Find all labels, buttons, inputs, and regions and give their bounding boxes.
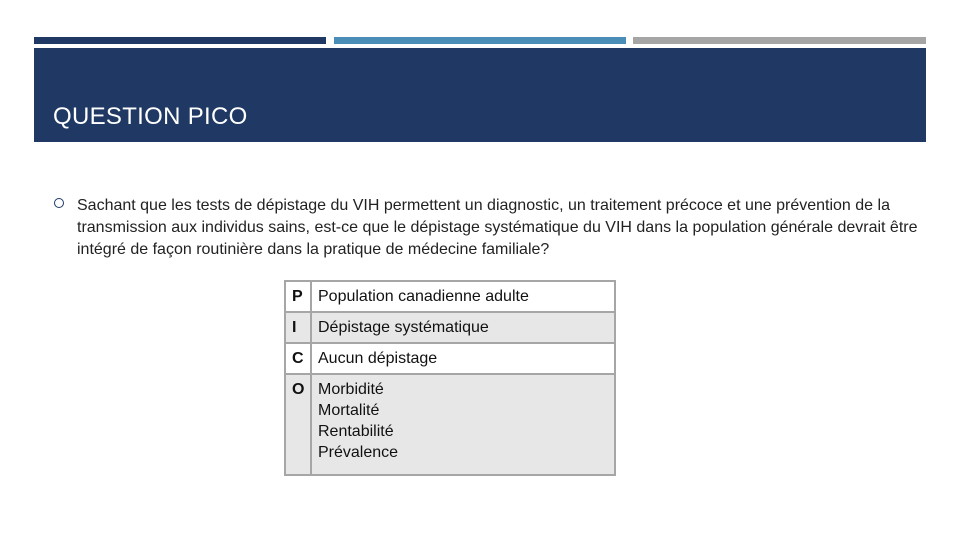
outcome-mortalite: Mortalité	[318, 402, 380, 419]
bullet-circle-icon	[54, 198, 64, 208]
outcome-morbidite: Morbidité	[318, 381, 384, 398]
pico-letter-i: I	[285, 312, 311, 343]
pico-row-p	[285, 281, 615, 312]
pico-row-o	[285, 374, 615, 475]
accent-bar-light-blue	[334, 37, 626, 44]
title-band	[34, 48, 926, 142]
pico-text-intervention: Dépistage systématique	[311, 312, 615, 343]
pico-table	[284, 280, 616, 476]
outcome-rentabilite: Rentabilité	[318, 423, 394, 440]
pico-text-population: Population canadienne adulte	[311, 281, 615, 312]
pico-outcomes-cell	[311, 374, 615, 475]
pico-row-i	[285, 312, 615, 343]
pico-letter-o: O	[285, 374, 311, 475]
pico-row-c	[285, 343, 615, 374]
pico-letter-c: C	[285, 343, 311, 374]
accent-bar-gray	[633, 37, 926, 44]
accent-bar-dark-blue	[34, 37, 326, 44]
outcome-prevalence: Prévalence	[318, 444, 399, 461]
pico-letter-p: P	[285, 281, 311, 312]
pico-text-comparison: Aucun dépistage	[311, 343, 615, 374]
slide-title: QUESTION PICO	[53, 103, 248, 130]
question-text: Sachant que les tests de dépistage du VIH permettent un diagnostic, un traitement précoce et une prévention de la transmission aux individus sains, est-ce que le dépistage systématique du VIH dans la population générale devrait être intégré de façon routinière dans la pratique de médecine familiale?	[77, 197, 918, 258]
